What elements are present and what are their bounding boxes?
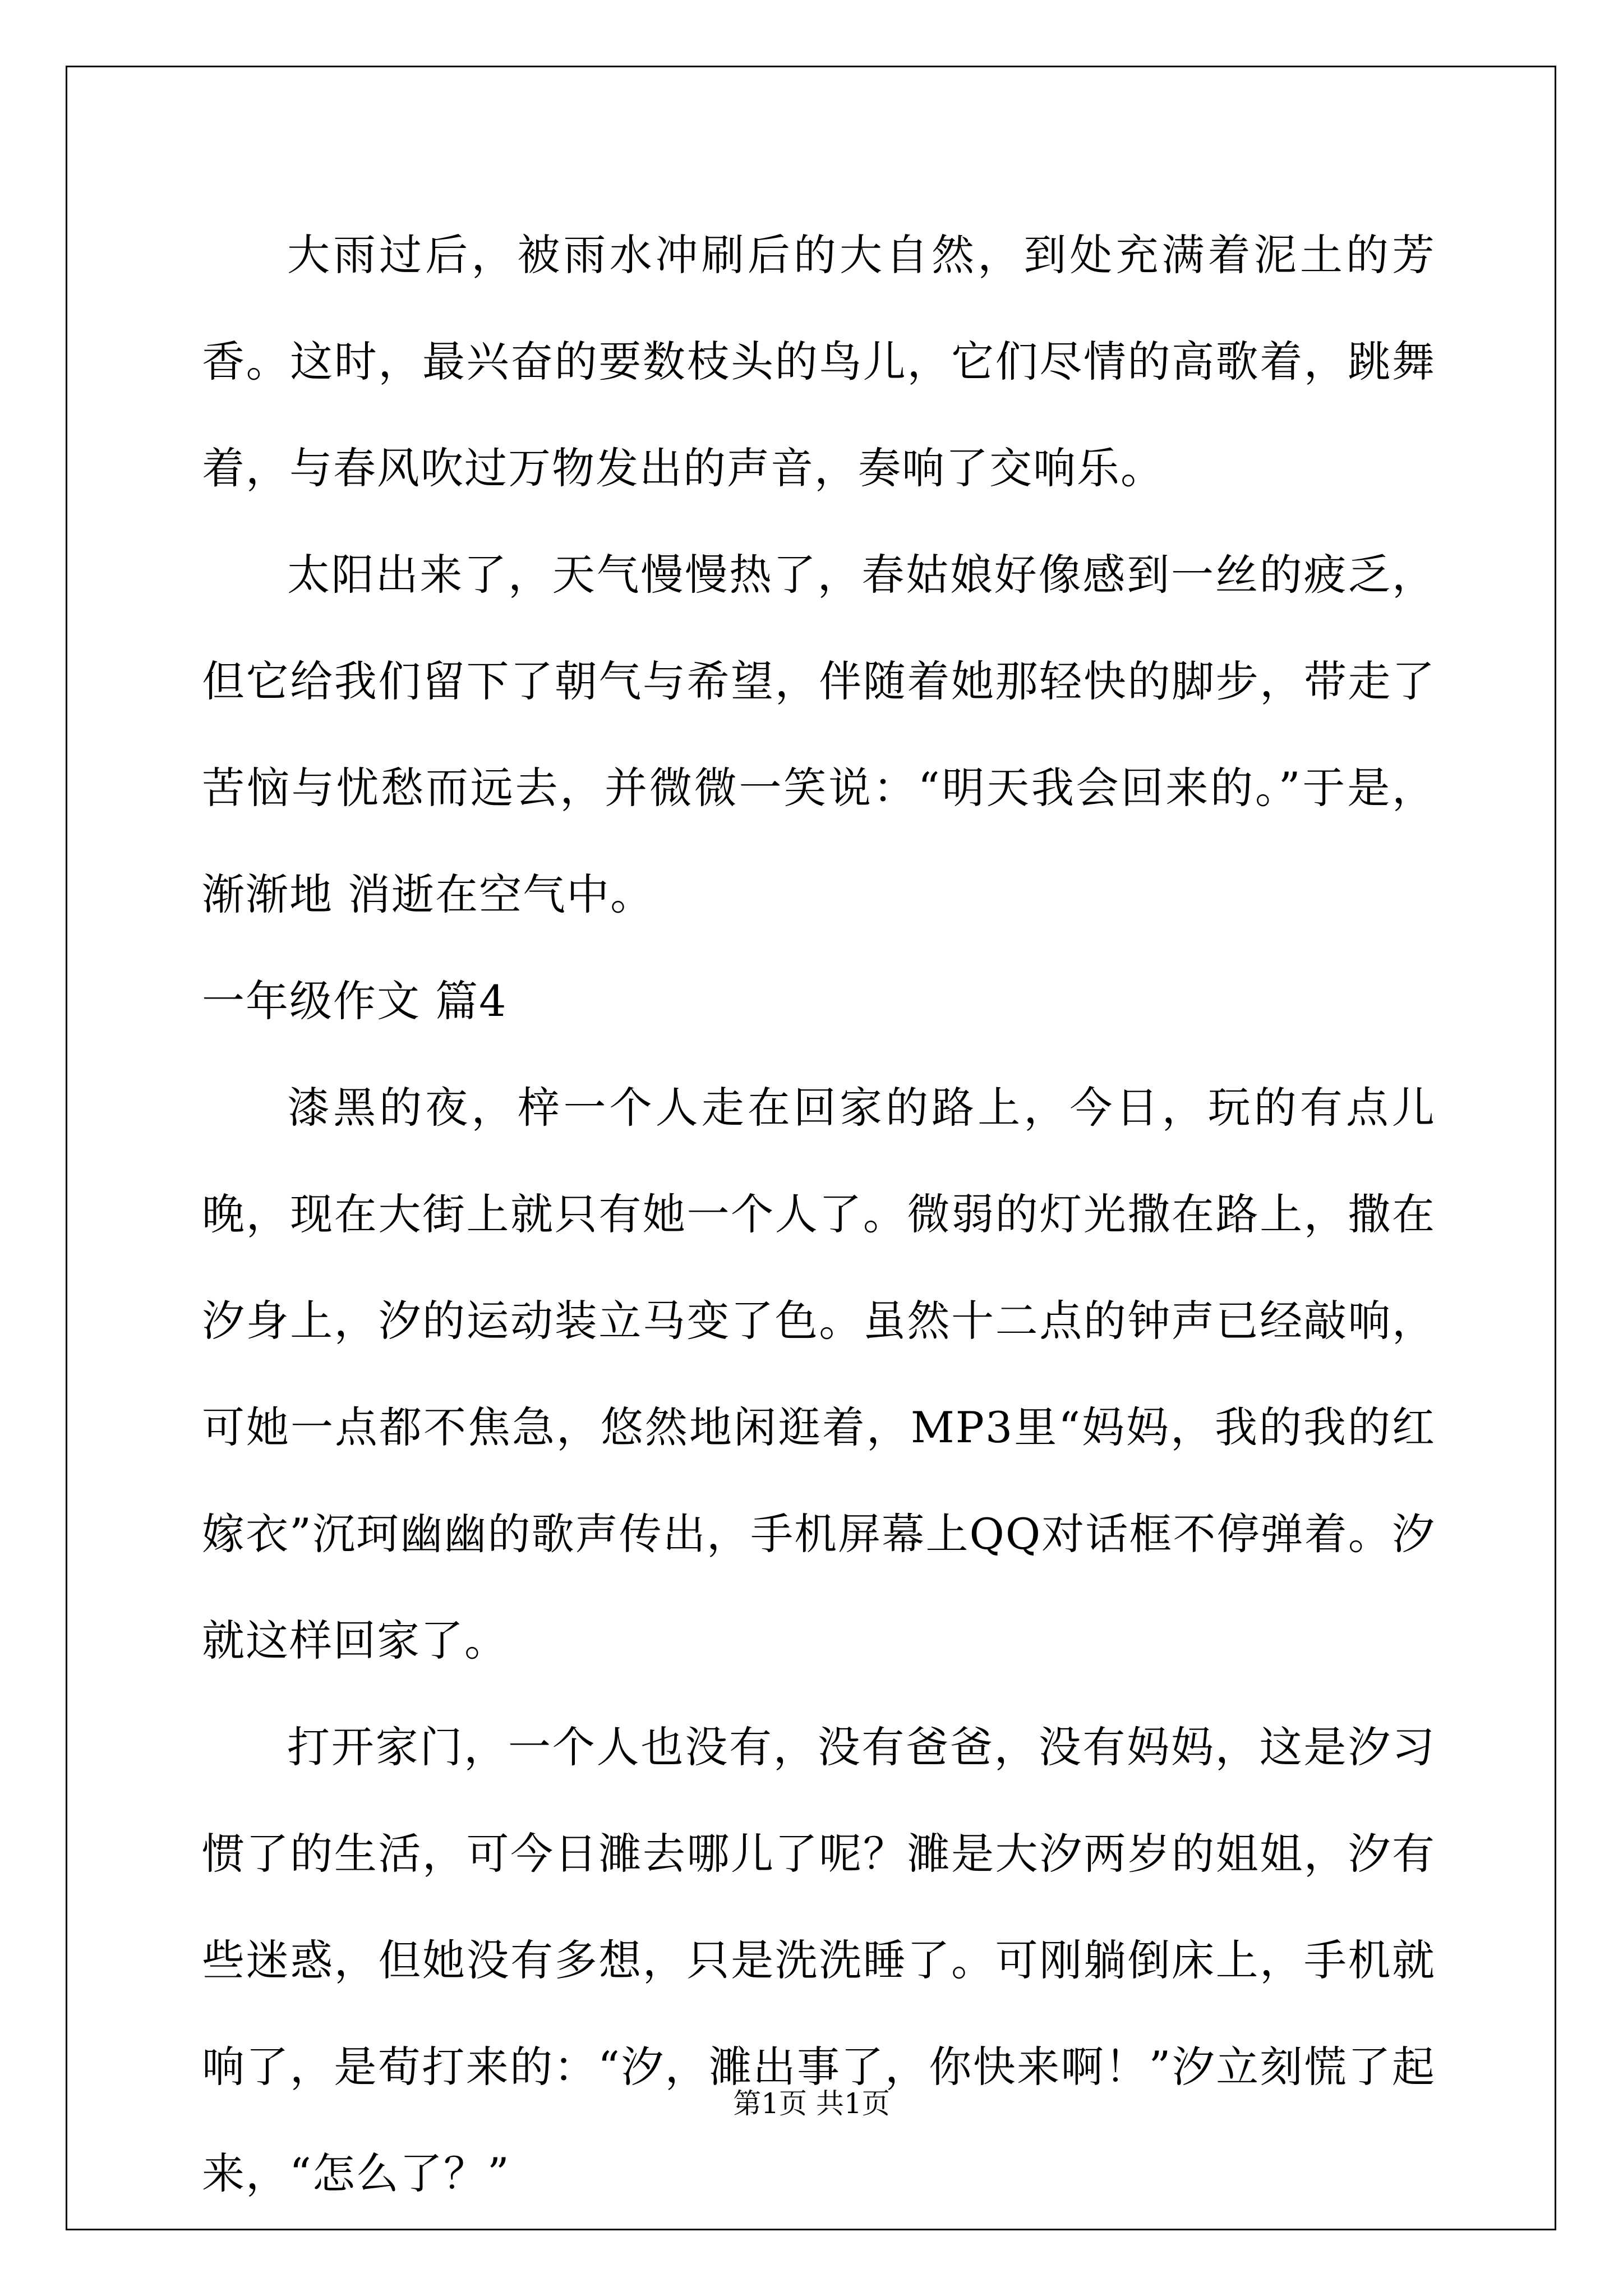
- document-body: [202, 202, 1436, 2227]
- paragraph: 打开家门，一个人也没有，没有爸爸，没有妈妈，这是汐习惯了的生活，可今日濉去哪儿了呢？濉是大汐两岁的姐姐，汐有些迷惑，但她没有多想，只是洗洗睡了。可刚躺倒床上，手机就响了，是荀打来的：“汐，濉出事了，你快来啊！”汐立刻慌了起来，“怎么了？”: [202, 1722, 1436, 2198]
- section-heading: 一年级作文 篇4: [202, 976, 508, 1026]
- paragraph: 太阳出来了，天气慢慢热了，春姑娘好像感到一丝的疲乏，但它给我们留下了朝气与希望，伴随着她那轻快的脚步，带走了苦恼与忧愁而远去，并微微一笑说：“明天我会回来的。”于是，渐渐地 消逝在空气中。: [202, 550, 1436, 919]
- page-footer: 第1页 共1页: [733, 2087, 890, 2120]
- paragraph: 漆黑的夜，梓一个人走在回家的路上，今日，玩的有点儿晚，现在大街上就只有她一个人了。微弱的灯光撒在路上，撒在汐身上，汐的运动装立马变了色。虽然十二点的钟声已经敲响，可她一点都不焦急，悠然地闲逛着，MP3里“妈妈，我的我的红嫁衣”沉珂幽幽的歌声传出，手机屏幕上QQ对话框不停弹着。汐就这样回家了。: [202, 1083, 1436, 1665]
- paragraph: 大雨过后，被雨水冲刷后的大自然，到处充满着泥土的芳香。这时，最兴奋的要数枝头的鸟儿，它们尽情的高歌着，跳舞着，与春风吹过万物发出的声音，奏响了交响乐。: [202, 230, 1436, 493]
